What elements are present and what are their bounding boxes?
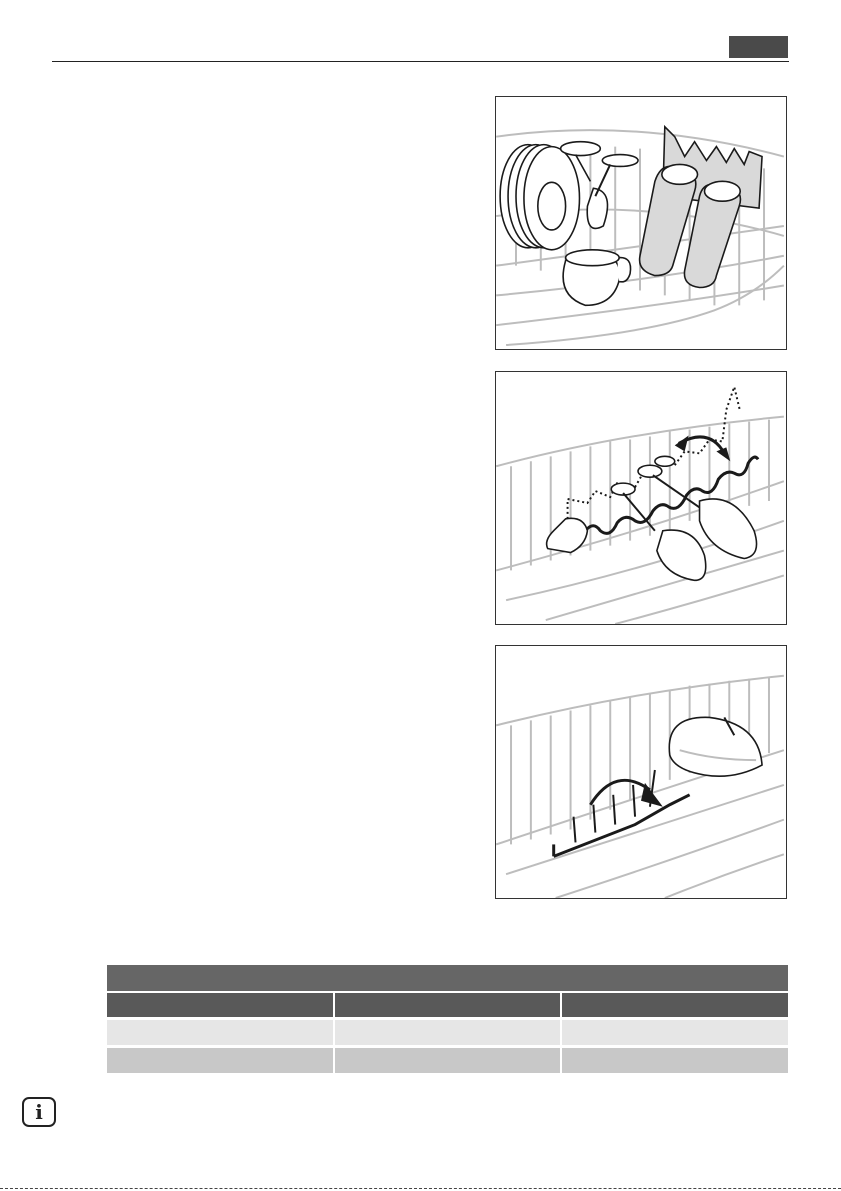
table-header-cell — [562, 993, 788, 1017]
figure-plate-rack — [495, 645, 787, 899]
plate-rack-folding-illustration — [496, 646, 786, 898]
info-icon — [22, 1097, 56, 1127]
header-divider — [52, 61, 789, 62]
page-cut-line — [0, 1188, 841, 1189]
table-cell — [107, 1020, 333, 1045]
table-cell — [107, 1048, 333, 1073]
table-row — [107, 1020, 788, 1045]
table-header-row — [107, 993, 788, 1017]
table-row — [107, 1048, 788, 1073]
table-title-bar — [107, 965, 788, 991]
table-cell — [562, 1048, 788, 1073]
dish-rack-illustration — [496, 97, 786, 349]
table-header-cell — [107, 993, 333, 1017]
figure-basket-plates — [495, 96, 787, 350]
header-tab-marker — [729, 36, 788, 58]
figure-glass-holder — [495, 371, 787, 625]
info-glyph: i — [35, 1100, 43, 1124]
capacity-table — [107, 965, 788, 1073]
table-cell — [562, 1020, 788, 1045]
table-cell — [335, 1020, 561, 1045]
table-header-cell — [335, 993, 561, 1017]
glass-shelf-illustration — [496, 372, 786, 624]
table-cell — [335, 1048, 561, 1073]
